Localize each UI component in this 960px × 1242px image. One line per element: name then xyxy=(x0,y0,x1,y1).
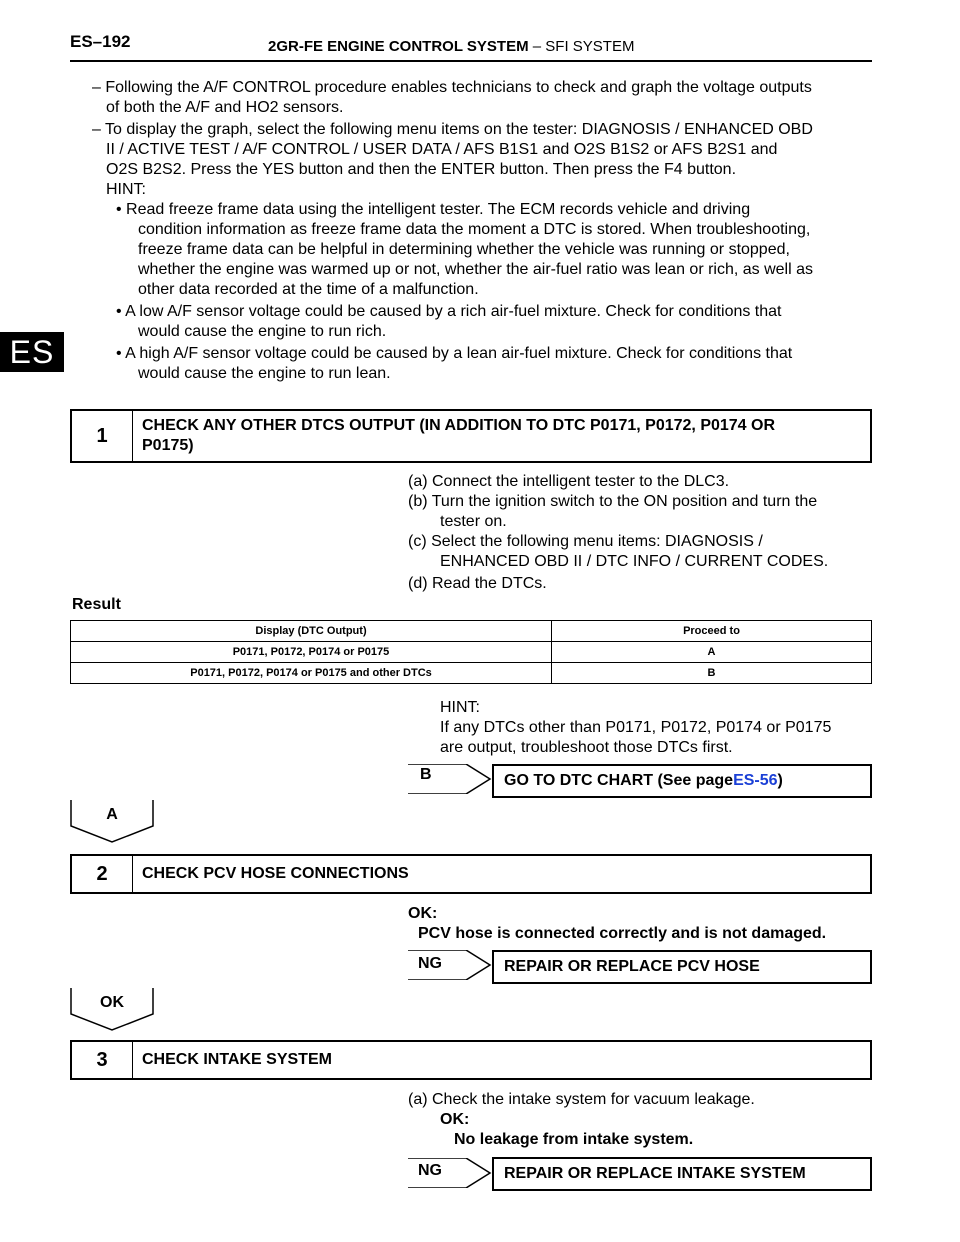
step-3-ok: OK: xyxy=(440,1111,470,1128)
step-3-number: 3 xyxy=(72,1042,133,1078)
intro-bullet-2: • A low A/F sensor voltage could be caused by a rich air-fuel mixture. Check for conditions that xyxy=(116,303,782,320)
section-tab: ES xyxy=(0,332,64,372)
step-1-title xyxy=(142,411,862,461)
intro-bullet-1e: other data recorded at the time of a malfunction. xyxy=(138,281,479,298)
step-2-ng-result: REPAIR OR REPLACE PCV HOSE xyxy=(492,950,872,984)
step-1-number: 1 xyxy=(72,411,133,461)
intro-bullet-3b: would cause the engine to run lean. xyxy=(138,365,391,382)
step-3-title: CHECK INTAKE SYSTEM xyxy=(142,1051,332,1068)
step-1-b: (b) Turn the ignition switch to the ON position and turn the xyxy=(408,493,818,510)
page-ref-link[interactable]: ES-56 xyxy=(733,772,778,789)
section-title-main: 2GR-FE ENGINE CONTROL SYSTEM xyxy=(268,38,529,55)
step-1-c2: ENHANCED OBD II / DTC INFO / CURRENT CODES. xyxy=(440,553,829,570)
header-rule xyxy=(70,60,872,62)
intro-dash-2b: II / ACTIVE TEST / A/F CONTROL / USER DATA / AFS B1S1 and O2S B1S2 or AFS B2S1 and xyxy=(106,141,778,158)
intro-hint: HINT: xyxy=(106,181,146,198)
intro-bullet-1: • Read freeze frame data using the intelligent tester. The ECM records vehicle and driving xyxy=(116,201,751,218)
step-3-box xyxy=(70,1040,872,1080)
down-ok-tag: OK xyxy=(100,994,124,1011)
table-cell: P0171, P0172, P0174 or P0175 and other DTCs xyxy=(71,663,552,684)
down-a-tag: A xyxy=(106,806,118,823)
branch-b-result xyxy=(492,764,872,798)
step-3-a: (a) Check the intake system for vacuum leakage. xyxy=(408,1091,755,1108)
intro-dash-1: – Following the A/F CONTROL procedure enables technicians to check and graph the voltage outputs xyxy=(92,79,812,96)
step-3-ng-result: REPAIR OR REPLACE INTAKE SYSTEM xyxy=(492,1157,872,1191)
intro-dash-2c: O2S B2S2. Press the YES button and then the ENTER button. Then press the F4 button. xyxy=(106,161,737,178)
result-table xyxy=(70,620,872,684)
intro-bullet-1c: freeze frame data can be helpful in determining whether the vehicle was running or stopped, xyxy=(138,241,790,258)
table-header-cell: Proceed to xyxy=(552,621,872,642)
step-1-hint: HINT: xyxy=(440,699,480,716)
step-2-number: 2 xyxy=(72,856,133,892)
step-1-title-line-2: P0175) xyxy=(142,437,194,454)
branch-b-close: ) xyxy=(777,772,783,789)
branch-b-text: GO TO DTC CHART (See page xyxy=(504,772,734,789)
intro-bullet-1d: whether the engine was warmed up or not, whether the air-fuel ratio was lean or rich, as well as xyxy=(138,261,814,278)
result-label: Result xyxy=(72,596,121,613)
intro-dash-2: – To display the graph, select the following menu items on the tester: DIAGNOSIS / ENHANCED OBD xyxy=(92,121,813,138)
step-1-d: (d) Read the DTCs. xyxy=(408,575,547,592)
page-number: ES–192 xyxy=(70,32,131,51)
intro-bullet-2b: would cause the engine to run rich. xyxy=(138,323,387,340)
step-1-b2: tester on. xyxy=(440,513,507,530)
table-row xyxy=(71,642,872,663)
step-3-ng-tag: NG xyxy=(418,1162,442,1179)
step-1-c: (c) Select the following menu items: DIAGNOSIS / xyxy=(408,533,763,550)
table-header-row xyxy=(71,621,872,642)
step-1-hint-3: are output, troubleshoot those DTCs first. xyxy=(440,739,733,756)
table-header-cell: Display (DTC Output) xyxy=(71,621,552,642)
step-1-hint-2: If any DTCs other than P0171, P0172, P0174 or P0175 xyxy=(440,719,832,736)
table-cell: B xyxy=(552,663,872,684)
branch-b-tag: B xyxy=(420,766,432,783)
step-2-box xyxy=(70,854,872,894)
section-title-sub: – SFI SYSTEM xyxy=(528,38,635,55)
intro-bullet-1b: condition information as freeze frame data the moment a DTC is stored. When troubleshooting, xyxy=(138,221,811,238)
step-2-ok-text: PCV hose is connected correctly and is not damaged. xyxy=(418,925,827,942)
step-3-ok-text: No leakage from intake system. xyxy=(454,1131,694,1148)
step-2-ng-tag: NG xyxy=(418,955,442,972)
intro-dash-1b: of both the A/F and HO2 sensors. xyxy=(106,99,344,116)
table-cell: A xyxy=(552,642,872,663)
table-cell: P0171, P0172, P0174 or P0175 xyxy=(71,642,552,663)
intro-bullet-3: • A high A/F sensor voltage could be caused by a lean air-fuel mixture. Check for conditions that xyxy=(116,345,793,362)
step-1-box xyxy=(70,409,872,463)
table-row xyxy=(71,663,872,684)
step-1-title-line-1: CHECK ANY OTHER DTCS OUTPUT (IN ADDITION TO DTC P0171, P0172, P0174 OR xyxy=(142,417,776,434)
step-2-ok: OK: xyxy=(408,905,438,922)
step-2-title: CHECK PCV HOSE CONNECTIONS xyxy=(142,865,409,882)
section-title xyxy=(268,38,634,55)
step-1-a: (a) Connect the intelligent tester to the DLC3. xyxy=(408,473,730,490)
